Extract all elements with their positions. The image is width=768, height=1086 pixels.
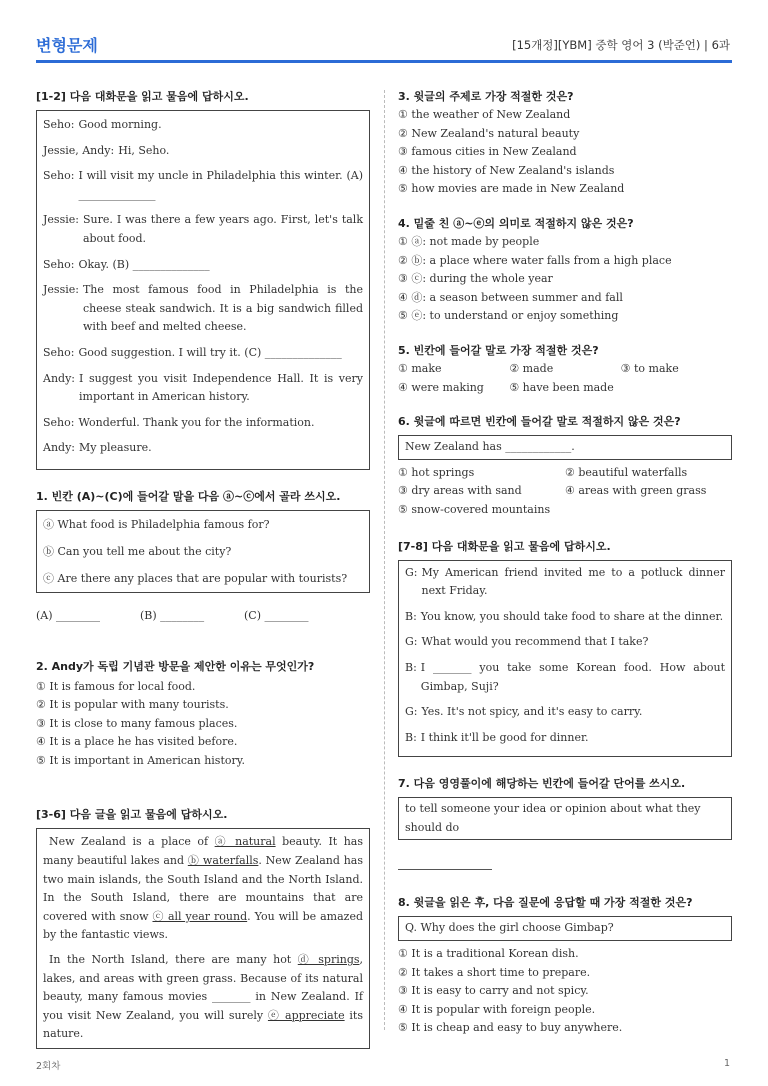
choice-b: ⓑ Can you tell me about the city? [43, 544, 232, 558]
option: ④ were making [398, 380, 484, 394]
underlined-term: ⓒ all year round [152, 909, 248, 923]
passage-text: . New Zealand has two main islands, the South Island and the North Island. In the South Island, there are mountains that are covered with snow [43, 854, 363, 923]
section-heading-1-2: [1-2] 다음 대화문을 읽고 물음에 답하시오. [36, 90, 249, 103]
page-header [0, 0, 768, 64]
option: ③ to make [620, 361, 679, 375]
option: ③ dry areas with sand [398, 484, 522, 498]
passage-text: its nature. [43, 1008, 363, 1041]
dialog-line [43, 439, 363, 458]
section-heading-3-6: [3-6] 다음 글을 읽고 물음에 답하시오. [36, 808, 228, 822]
option: ④ ⓓ: a season between summer and fall [398, 290, 623, 304]
question-3-heading: 3. 윗글의 주제로 가장 적절한 것은? [398, 90, 574, 103]
option: ⑤ It is important in American history. [36, 753, 245, 767]
dialog-text: I will visit my uncle in Philadelphia this winter. (A) ______________ [78, 169, 363, 201]
section-heading-7-8: [7-8] 다음 대화문을 읽고 물음에 답하시오. [398, 539, 611, 553]
speaker-label: Seho: [43, 169, 75, 183]
dialog-line [43, 414, 363, 433]
passage-text: New Zealand is a place of [49, 835, 215, 849]
underlined-term: ⓓ springs [297, 953, 360, 967]
passage-text: In the North Island, there are many hot [49, 953, 298, 967]
option: ① hot springs [398, 465, 475, 479]
option-row [398, 464, 732, 483]
footer-session: 2회차 [36, 1061, 61, 1072]
column-divider [384, 90, 385, 1030]
dialog-line [405, 729, 725, 748]
dialog-text: My pleasure. [79, 441, 152, 455]
question-3-options [398, 106, 732, 199]
passage-text: beauty. It has many beautiful lakes and [43, 835, 363, 868]
page-title: 변형문제 [36, 36, 98, 55]
option: ③ It is close to many famous places. [36, 716, 238, 730]
option: ⑤ It is cheap and easy to buy anywhere. [398, 1021, 623, 1035]
question-6-options [398, 464, 732, 520]
question-7-heading: 7. 다음 영영풀이에 해당하는 빈칸에 들어갈 단어를 쓰시오. [398, 777, 686, 791]
option: ⑤ ⓔ: to understand or enjoy something [398, 309, 619, 323]
option: ④ the history of New Zealand's islands [398, 163, 615, 177]
question-2-heading: 2. Andy가 독립 기념관 방문을 제안한 이유는 무엇인가? [36, 659, 315, 673]
dialog-text: Sure. I was there a few years ago. First, let's talk about food. [82, 213, 363, 245]
answer-c: (C) ________ [244, 608, 309, 622]
dialog-line [405, 703, 725, 722]
speaker-label: B: [405, 660, 417, 674]
dialog-line [43, 167, 363, 204]
speaker-label: G: [405, 705, 418, 719]
passage-text: . You will be amazed by the fantastic views. [43, 909, 364, 942]
course-info: [15개정][YBM] 중학 영어 3 (박준언) | 6과 [512, 38, 730, 52]
question-6-heading: 6. 윗글에 따르면 빈칸에 들어갈 말로 적절하지 않은 것은? [398, 415, 681, 429]
answer-a: (A) ________ [36, 608, 101, 622]
speaker-label: Jessie, Andy: [43, 143, 115, 157]
dialog-text: What would you recommend that I take? [421, 635, 649, 649]
question-8-box: Q. Why does the girl choose Gimbap? [398, 916, 732, 941]
answer-b: (B) ________ [140, 608, 205, 622]
passage-box [36, 828, 370, 1049]
dialog-line [405, 633, 725, 652]
choice-a: ⓐ What food is Philadelphia famous for? [43, 517, 270, 531]
dialog-text: The most famous food in Philadelphia is the cheese steak sandwich. It is a big sandwich filled with beef and melted cheese. [82, 283, 363, 334]
passage-paragraph-1 [43, 833, 363, 945]
choice-box-1 [36, 510, 370, 593]
question-1-heading: 1. 빈칸 (A)~(C)에 들어갈 말을 다음 ⓐ~ⓒ에서 골라 쓰시오. [36, 489, 341, 503]
choice-c: ⓒ Are there any places that are popular with tourists? [43, 571, 348, 585]
dialog-text: Wonderful. Thank you for the information. [78, 415, 315, 429]
dialog-line [43, 116, 363, 135]
dialog-line [405, 608, 725, 627]
underlined-term: ⓔ appreciate [267, 1008, 345, 1022]
speaker-label: Seho: [43, 257, 75, 271]
question-4-heading: 4. 밑줄 친 ⓐ~ⓔ의 의미로 적절하지 않은 것은? [398, 216, 634, 230]
speaker-label: Seho: [43, 345, 75, 359]
dialog-line [43, 281, 363, 337]
option-row [398, 360, 732, 379]
dialog-text: Hi, Seho. [118, 143, 170, 157]
dialog-line [43, 344, 363, 363]
dialog-box-7-8 [398, 560, 732, 758]
dialog-text: Okay. (B) ______________ [78, 257, 210, 271]
option: ① It is a traditional Korean dish. [398, 947, 579, 961]
option: ② beautiful waterfalls [565, 465, 688, 479]
underlined-term: ⓑ waterfalls [187, 854, 259, 868]
question-2-options [36, 678, 370, 771]
question-4-options [398, 233, 732, 326]
question-6-box: New Zealand has ____________. [398, 435, 732, 460]
passage-paragraph-2 [43, 951, 363, 1044]
speaker-label: B: [405, 730, 417, 744]
dialog-text: Good suggestion. I will try it. (C) ______________ [78, 345, 342, 359]
dialog-text: Good morning. [78, 118, 162, 131]
dialog-line [405, 564, 725, 601]
option: ③ famous cities in New Zealand [398, 145, 577, 159]
option-row [398, 379, 732, 398]
option: ④ It is a place he has visited before. [36, 735, 238, 749]
definition-box: to tell someone your idea or opinion about what they should do [398, 797, 732, 840]
speaker-label: Jessie: [43, 213, 79, 227]
dialog-line [405, 659, 725, 696]
dialog-text: I _______ you take some Korean food. How about Gimbap, Suji? [420, 660, 725, 693]
header-rule [36, 60, 732, 63]
dialog-box-1-2 [36, 110, 370, 470]
speaker-label: B: [405, 609, 417, 623]
dialog-text: You know, you should take food to share at the dinner. [420, 609, 724, 623]
dialog-line [43, 370, 363, 407]
option-row [398, 482, 732, 501]
option: ① the weather of New Zealand [398, 108, 571, 121]
option: ③ ⓒ: during the whole year [398, 272, 553, 286]
question-5-options [398, 360, 732, 397]
speaker-label: Seho: [43, 415, 75, 429]
option: ④ It is popular with foreign people. [398, 1002, 596, 1016]
option: ① ⓐ: not made by people [398, 234, 540, 248]
option: ③ It is easy to carry and not spicy. [398, 984, 589, 998]
option: ② New Zealand's natural beauty [398, 126, 580, 140]
question-5-heading: 5. 빈칸에 들어갈 말로 가장 적절한 것은? [398, 343, 599, 357]
option: ⑤ snow-covered mountains [398, 503, 551, 516]
answer-blanks [36, 607, 370, 626]
option: ② ⓑ: a place where water falls from a high place [398, 253, 672, 267]
right-column [398, 88, 732, 1038]
speaker-label: G: [405, 635, 418, 649]
option: ① It is famous for local food. [36, 679, 196, 693]
dialog-text: My American friend invited me to a potluck dinner next Friday. [421, 565, 725, 598]
speaker-label: Andy: [43, 371, 75, 385]
option: ⑤ how movies are made in New Zealand [398, 182, 625, 196]
left-column [36, 88, 370, 1049]
passage-text: , lakes, and areas with green grass. Because of its natural beauty, many famous movies _______ in New Zealand. If you visit New Zealand, you will surely [43, 953, 364, 1022]
option: ⑤ have been made [509, 380, 614, 394]
option: ① make [398, 361, 442, 375]
speaker-label: Andy: [43, 441, 75, 455]
option: ② It takes a short time to prepare. [398, 965, 591, 979]
underlined-term: ⓐ natural [214, 835, 276, 849]
dialog-text: I think it'll be good for dinner. [420, 730, 589, 744]
dialog-text: Yes. It's not spicy, and it's easy to carry. [421, 705, 643, 719]
dialog-line [43, 256, 363, 275]
question-8-options [398, 945, 732, 1038]
speaker-label: Seho: [43, 118, 75, 131]
option: ② made [509, 361, 554, 375]
speaker-label: G: [405, 565, 418, 579]
dialog-line [43, 211, 363, 248]
option: ② It is popular with many tourists. [36, 698, 229, 712]
footer-page-number: 1 [723, 1058, 730, 1069]
dialog-line [43, 142, 363, 161]
dialog-text: I suggest you visit Independence Hall. It is very important in American history. [79, 371, 363, 404]
answer-line [398, 868, 492, 870]
question-8-heading: 8. 윗글을 읽은 후, 다음 질문에 응답할 때 가장 적절한 것은? [398, 896, 693, 910]
speaker-label: Jessie: [43, 283, 79, 297]
option: ④ areas with green grass [565, 484, 707, 498]
